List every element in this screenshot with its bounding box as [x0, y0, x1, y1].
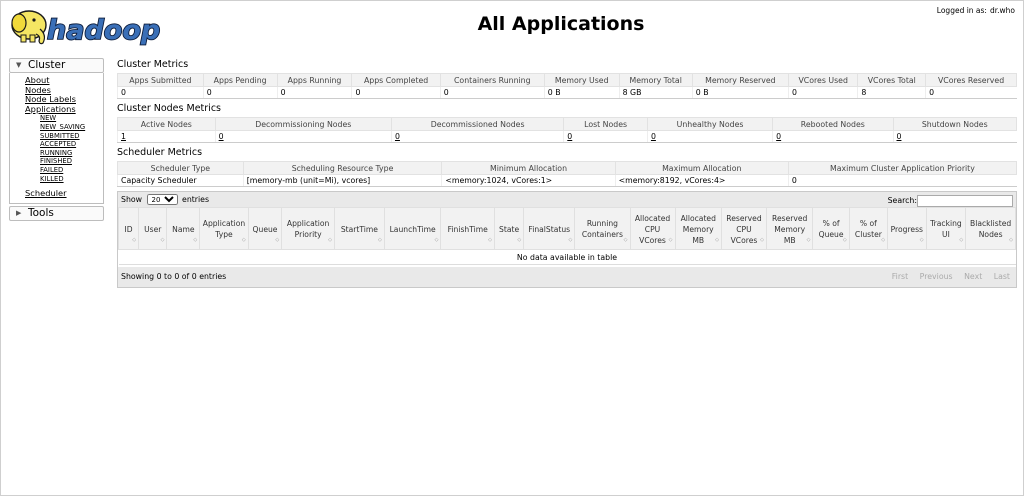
search-area	[888, 193, 1013, 208]
cluster-metrics-table	[117, 73, 1017, 99]
shutdown-nodes-link[interactable]: 0	[896, 132, 902, 141]
state-failed-link[interactable]: FAILED	[40, 165, 64, 174]
lost-nodes-link[interactable]: 0	[567, 132, 573, 141]
scheduler-metrics-title: Scheduler Metrics	[117, 147, 203, 158]
empty-table-message: No data available in table	[119, 250, 1016, 265]
metric-header: Scheduler Type	[118, 162, 244, 175]
column-header-allocated-memory-mb[interactable]: Allocated Memory MB ◇	[675, 208, 721, 250]
entries-label: entries	[182, 195, 210, 204]
metric-header: Memory Total	[619, 74, 692, 87]
column-header-starttime[interactable]: StartTime ◇	[335, 208, 385, 250]
column-header-of-queue[interactable]: % of Queue ◇	[813, 208, 849, 250]
metric-header: Active Nodes	[118, 118, 216, 131]
decommissioned-nodes-link[interactable]: 0	[394, 132, 400, 141]
metric-header: Lost Nodes	[564, 118, 648, 131]
page-size-select[interactable]	[147, 194, 178, 205]
metric-header: Shutdown Nodes	[893, 118, 1017, 131]
column-header-running-containers[interactable]: Running Containers ◇	[575, 208, 630, 250]
metric-value: 0 B	[692, 87, 788, 99]
app-state-links	[25, 114, 103, 183]
column-header-progress[interactable]: Progress ◇	[888, 208, 927, 250]
sort-arrows-icon: ◇	[377, 237, 382, 243]
metric-header: VCores Reserved	[926, 74, 1017, 87]
state-running-link[interactable]: RUNNING	[40, 148, 73, 157]
logo-text: hadoop	[47, 15, 161, 46]
metric-header: Apps Pending	[203, 74, 277, 87]
nodes-metrics-header-row	[118, 118, 1017, 131]
metric-value: 8	[858, 87, 926, 99]
nav-applications-link[interactable]: Applications	[25, 103, 76, 114]
column-header-queue[interactable]: Queue ◇	[248, 208, 282, 250]
show-label: Show	[121, 195, 143, 204]
cluster-label: Cluster	[28, 59, 66, 71]
column-header-finalstatus[interactable]: FinalStatus ◇	[524, 208, 575, 250]
metric-value: <memory:1024, vCores:1>	[442, 175, 615, 187]
logged-in-label: Logged in as:	[936, 6, 987, 15]
tools-label: Tools	[28, 206, 54, 219]
pagination	[883, 267, 1010, 287]
pager-first-button[interactable]: First	[891, 272, 909, 281]
metric-header: Containers Running	[440, 74, 544, 87]
pager-last-button[interactable]: Last	[993, 272, 1010, 281]
metric-value: [memory-mb (unit=Mi), vcores]	[243, 175, 442, 187]
sort-arrows-icon: ◇	[881, 237, 886, 243]
triangle-right-icon: ▶	[16, 208, 22, 217]
column-header-finishtime[interactable]: FinishTime ◇	[441, 208, 495, 250]
sort-arrows-icon: ◇	[842, 237, 847, 243]
state-new-saving-link[interactable]: NEW_SAVING	[40, 122, 86, 131]
state-killed-link[interactable]: KILLED	[40, 174, 64, 183]
main-content	[117, 57, 1017, 288]
state-submitted-link[interactable]: SUBMITTED	[40, 131, 80, 140]
metric-header: Decommissioned Nodes	[391, 118, 563, 131]
sidebar-nav	[9, 58, 104, 221]
column-header-application-type[interactable]: Application Type ◇	[200, 208, 249, 250]
unhealthy-nodes-link[interactable]: 0	[650, 132, 656, 141]
metric-header: VCores Used	[789, 74, 858, 87]
cluster-metrics-header-row	[118, 74, 1017, 87]
sort-arrows-icon: ◇	[715, 237, 719, 243]
metric-value: 0	[440, 87, 544, 99]
sort-arrows-icon: ◇	[160, 237, 165, 243]
nav-about-link[interactable]: About	[25, 75, 50, 85]
cluster-metrics-value-row	[118, 87, 1017, 99]
metric-header: Memory Used	[544, 74, 619, 87]
state-accepted-link[interactable]: ACCEPTED	[40, 140, 77, 149]
sort-arrows-icon: ◇	[275, 237, 280, 243]
sort-arrows-icon: ◇	[760, 237, 764, 243]
column-header-blacklisted-nodes[interactable]: Blacklisted Nodes ◇	[966, 208, 1016, 250]
metric-header: Scheduling Resource Type	[243, 162, 442, 175]
sort-arrows-icon: ◇	[434, 237, 439, 243]
column-header-name[interactable]: Name ◇	[167, 208, 200, 250]
nav-nodes-link[interactable]: Nodes	[25, 84, 51, 95]
metric-value: 0 B	[544, 87, 619, 99]
active-nodes-link[interactable]: 1	[121, 132, 126, 141]
metric-value: 0	[277, 87, 352, 99]
sort-arrows-icon: ◇	[132, 237, 137, 243]
metric-value: 8 GB	[619, 87, 692, 99]
username: dr.who	[989, 6, 1015, 15]
nav-node-labels-link[interactable]: Node Labels	[25, 94, 76, 105]
page-title: All Applications	[477, 13, 645, 35]
sort-arrows-icon: ◇	[193, 237, 198, 243]
metric-header: Minimum Allocation	[442, 162, 615, 175]
column-header-user[interactable]: User ◇	[139, 208, 167, 250]
metric-value: <memory:8192, vCores:4>	[615, 175, 788, 187]
metric-value: Capacity Scheduler	[118, 175, 244, 187]
metric-value: 0	[352, 87, 440, 99]
metric-value: 0	[788, 175, 1016, 187]
metric-value: 0	[203, 87, 277, 99]
nodes-metrics-table	[117, 117, 1017, 143]
sort-arrows-icon: ◇	[241, 237, 246, 243]
metric-value: 0	[789, 87, 858, 99]
state-new-link[interactable]: NEW	[40, 114, 57, 123]
metric-header: Unhealthy Nodes	[647, 118, 772, 131]
pager-previous-button[interactable]: Previous	[919, 272, 953, 281]
nodes-metrics-value-row	[118, 131, 1017, 143]
metric-header: Apps Running	[277, 74, 352, 87]
search-label: Search:	[887, 196, 917, 205]
column-header-id[interactable]: ID ◇	[119, 208, 139, 250]
table-row	[119, 250, 1016, 265]
sort-arrows-icon: ◇	[623, 237, 628, 243]
metric-header: Maximum Cluster Application Priority	[788, 162, 1016, 175]
column-header-tracking-ui[interactable]: Tracking UI ◇	[926, 208, 966, 250]
metric-header: Rebooted Nodes	[773, 118, 893, 131]
sort-arrows-icon: ◇	[517, 237, 522, 243]
sort-arrows-icon: ◇	[568, 237, 573, 243]
sort-arrows-icon: ◇	[488, 237, 492, 243]
metric-header: Apps Submitted	[118, 74, 204, 87]
metric-value: 0	[926, 87, 1017, 99]
sort-arrows-icon: ◇	[328, 237, 333, 243]
metric-header: Maximum Allocation	[615, 162, 788, 175]
triangle-down-icon: ▼	[16, 61, 22, 69]
metric-value: 0	[118, 87, 204, 99]
applications-table	[118, 207, 1016, 265]
sort-arrows-icon: ◇	[1009, 237, 1013, 243]
cluster-menu	[9, 73, 104, 204]
sort-arrows-icon: ◇	[668, 237, 673, 243]
pager-next-button[interactable]: Next	[964, 272, 983, 281]
table-controls	[118, 192, 1016, 207]
applications-table-wrapper	[117, 191, 1017, 288]
metric-header: Apps Completed	[352, 74, 440, 87]
logged-in-status	[937, 6, 1015, 15]
table-info: Showing 0 to 0 of 0 entries	[121, 272, 227, 281]
column-header-state[interactable]: State ◇	[494, 208, 523, 250]
scheduler-metrics-table	[117, 161, 1017, 187]
nodes-metrics-title: Cluster Nodes Metrics	[117, 103, 221, 114]
cluster-accordion-header[interactable]	[9, 58, 104, 73]
scheduler-metrics-header-row	[118, 162, 1017, 175]
sort-arrows-icon: ◇	[959, 237, 964, 243]
decommissioning-nodes-link[interactable]: 0	[218, 132, 224, 141]
scheduler-metrics-value-row	[118, 175, 1017, 187]
column-header-reserved-memory-mb[interactable]: Reserved Memory MB ◇	[766, 208, 812, 250]
cluster-metrics-title: Cluster Metrics	[117, 59, 189, 70]
search-input[interactable]	[917, 195, 1013, 207]
column-header-application-priority[interactable]: Application Priority ◇	[282, 208, 335, 250]
applications-header-row	[119, 208, 1016, 250]
sort-arrows-icon: ◇	[919, 237, 924, 243]
column-header-of-cluster[interactable]: % of Cluster ◇	[849, 208, 887, 250]
state-finished-link[interactable]: FINISHED	[40, 157, 72, 166]
metric-header: Decommissioning Nodes	[215, 118, 391, 131]
sort-arrows-icon: ◇	[806, 237, 811, 243]
nav-scheduler-link[interactable]: Scheduler	[25, 188, 67, 199]
column-header-reserved-cpu-vcores[interactable]: Reserved CPU VCores ◇	[721, 208, 766, 250]
metric-header: Memory Reserved	[692, 74, 788, 87]
rebooted-nodes-link[interactable]: 0	[776, 132, 782, 141]
column-header-allocated-cpu-vcores[interactable]: Allocated CPU VCores ◇	[630, 208, 675, 250]
column-header-launchtime[interactable]: LaunchTime ◇	[384, 208, 441, 250]
table-footer	[118, 267, 1016, 287]
metric-header: VCores Total	[858, 74, 926, 87]
tools-accordion-header[interactable]	[9, 206, 104, 221]
